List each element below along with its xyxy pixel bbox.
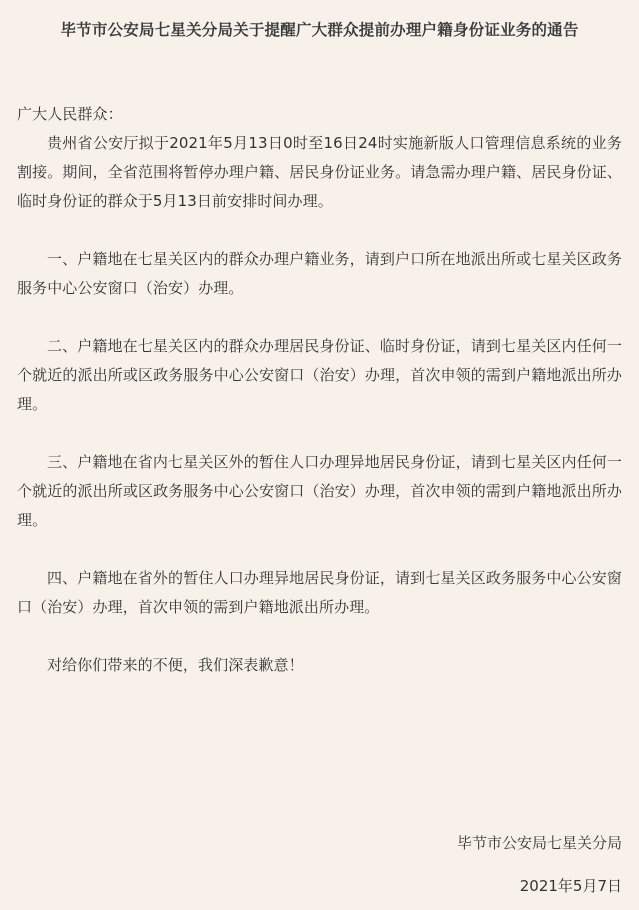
paragraph-item-4: 四、户籍地在省外的暂住人口办理异地居民身份证，请到七星关区政务服务中心公安窗口（治安）办理，首次申领的需到户籍地派出所办理。 [17,569,622,616]
paragraph-item-1: 一、户籍地在七星关区内的群众办理户籍业务，请到户口所在地派出所或七星关区政务服务中心公安窗口（治安）办理。 [17,250,622,297]
signature-organization: 毕节市公安局七星关分局 [456,834,622,852]
notice-title: 毕节市公安局七星关分局关于提醒广大群众提前办理户籍身份证业务的通告 [60,21,579,39]
paragraph-item-2: 二、户籍地在七星关区内的群众办理居民身份证、临时身份证，请到七星关区内任何一个就近的派出所或区政务服务中心公安窗口（治安）办理，首次申领的需到户籍地派出所办理。 [17,337,622,413]
salutation: 广大人民群众： [17,105,123,123]
paragraph-apology: 对给你们带来的不便，我们深表歉意！ [47,656,304,674]
paragraph-intro: 贵州省公安厅拟于2021年5月13日0时至16日24时实施新版人口管理信息系统的业务割接。期间，全省范围将暂停办理户籍、居民身份证业务。请急需办理户籍、居民身份证、临时身份证的群众于5月13日前安排时间办理。 [17,134,622,210]
signature-date: 2021年5月7日 [519,877,622,895]
notice-body [17,100,622,680]
paragraph-item-3: 三、户籍地在省内七星关区外的暂住人口办理异地居民身份证，请到七星关区内任何一个就近的派出所或区政务服务中心公安窗口（治安）办理，首次申领的需到户籍地派出所办理。 [17,453,622,529]
